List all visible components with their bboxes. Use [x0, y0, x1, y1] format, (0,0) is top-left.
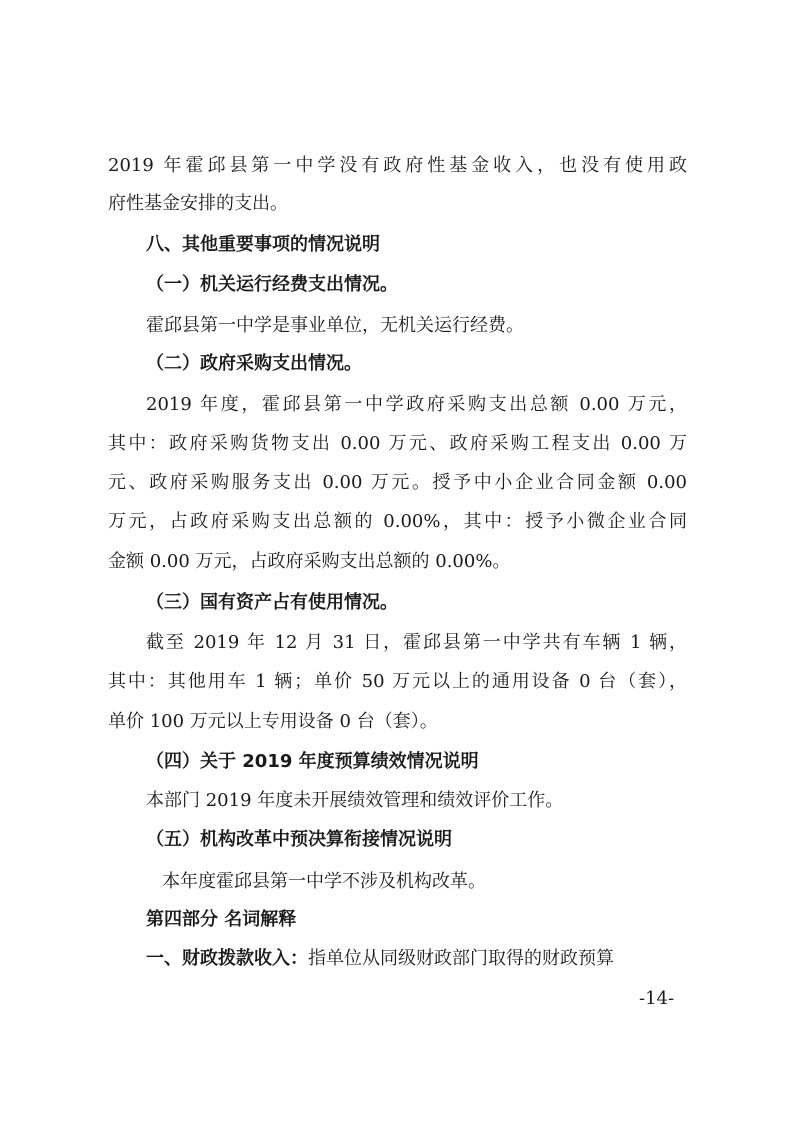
page-number: -14- — [639, 988, 675, 1009]
subsection-heading: （二）政府采购支出情况。 — [146, 353, 362, 374]
paragraph-line: 府性基金安排的支出。 — [108, 193, 288, 214]
paragraph-line: 本部门 2019 年度未开展绩效管理和绩效评价工作。 — [146, 790, 564, 811]
paragraph-line: 本年度霍邱县第一中学不涉及机构改革。 — [162, 871, 486, 892]
paragraph-line: 其中：政府采购货物支出 0.00 万元、政府采购工程支出 0.00 万 — [108, 433, 687, 454]
subsection-heading: （四）关于 2019 年度预算绩效情况说明 — [146, 751, 479, 772]
section-heading: 八、其他重要事项的情况说明 — [146, 234, 380, 255]
paragraph-line: 2019 年霍邱县第一中学没有政府性基金收入，也没有使用政 — [108, 155, 687, 176]
paragraph-line: 霍邱县第一中学是事业单位，无机关运行经费。 — [146, 315, 524, 336]
definition-text: 指单位从同级财政部门取得的财政预算 — [308, 948, 614, 969]
definition-term: 一、财政拨款收入： — [146, 948, 308, 969]
part-heading: 第四部分 名词解释 — [146, 909, 297, 930]
paragraph-line: 元、政府采购服务支出 0.00 万元。授予中小企业合同金额 0.00 — [108, 472, 687, 493]
paragraph-line: 其中：其他用车 1 辆；单价 50 万元以上的通用设备 0 台（套）， — [108, 671, 687, 692]
paragraph-line: 截至 2019 年 12 月 31 日，霍邱县第一中学共有车辆 1 辆， — [146, 632, 687, 653]
subsection-heading: （三）国有资产占有使用情况。 — [146, 592, 398, 613]
definition-line — [146, 947, 614, 971]
paragraph-line: 金额 0.00 万元，占政府采购支出总额的 0.00%。 — [108, 551, 511, 572]
paragraph-line: 单价 100 万元以上专用设备 0 台（套）。 — [108, 711, 438, 732]
paragraph-line: 2019 年度，霍邱县第一中学政府采购支出总额 0.00 万元， — [146, 394, 687, 415]
paragraph-line: 万元，占政府采购支出总额的 0.00%，其中：授予小微企业合同 — [108, 511, 687, 532]
subsection-heading: （一）机关运行经费支出情况。 — [146, 274, 398, 295]
subsection-heading: （五）机构改革中预决算衔接情况说明 — [146, 829, 452, 850]
